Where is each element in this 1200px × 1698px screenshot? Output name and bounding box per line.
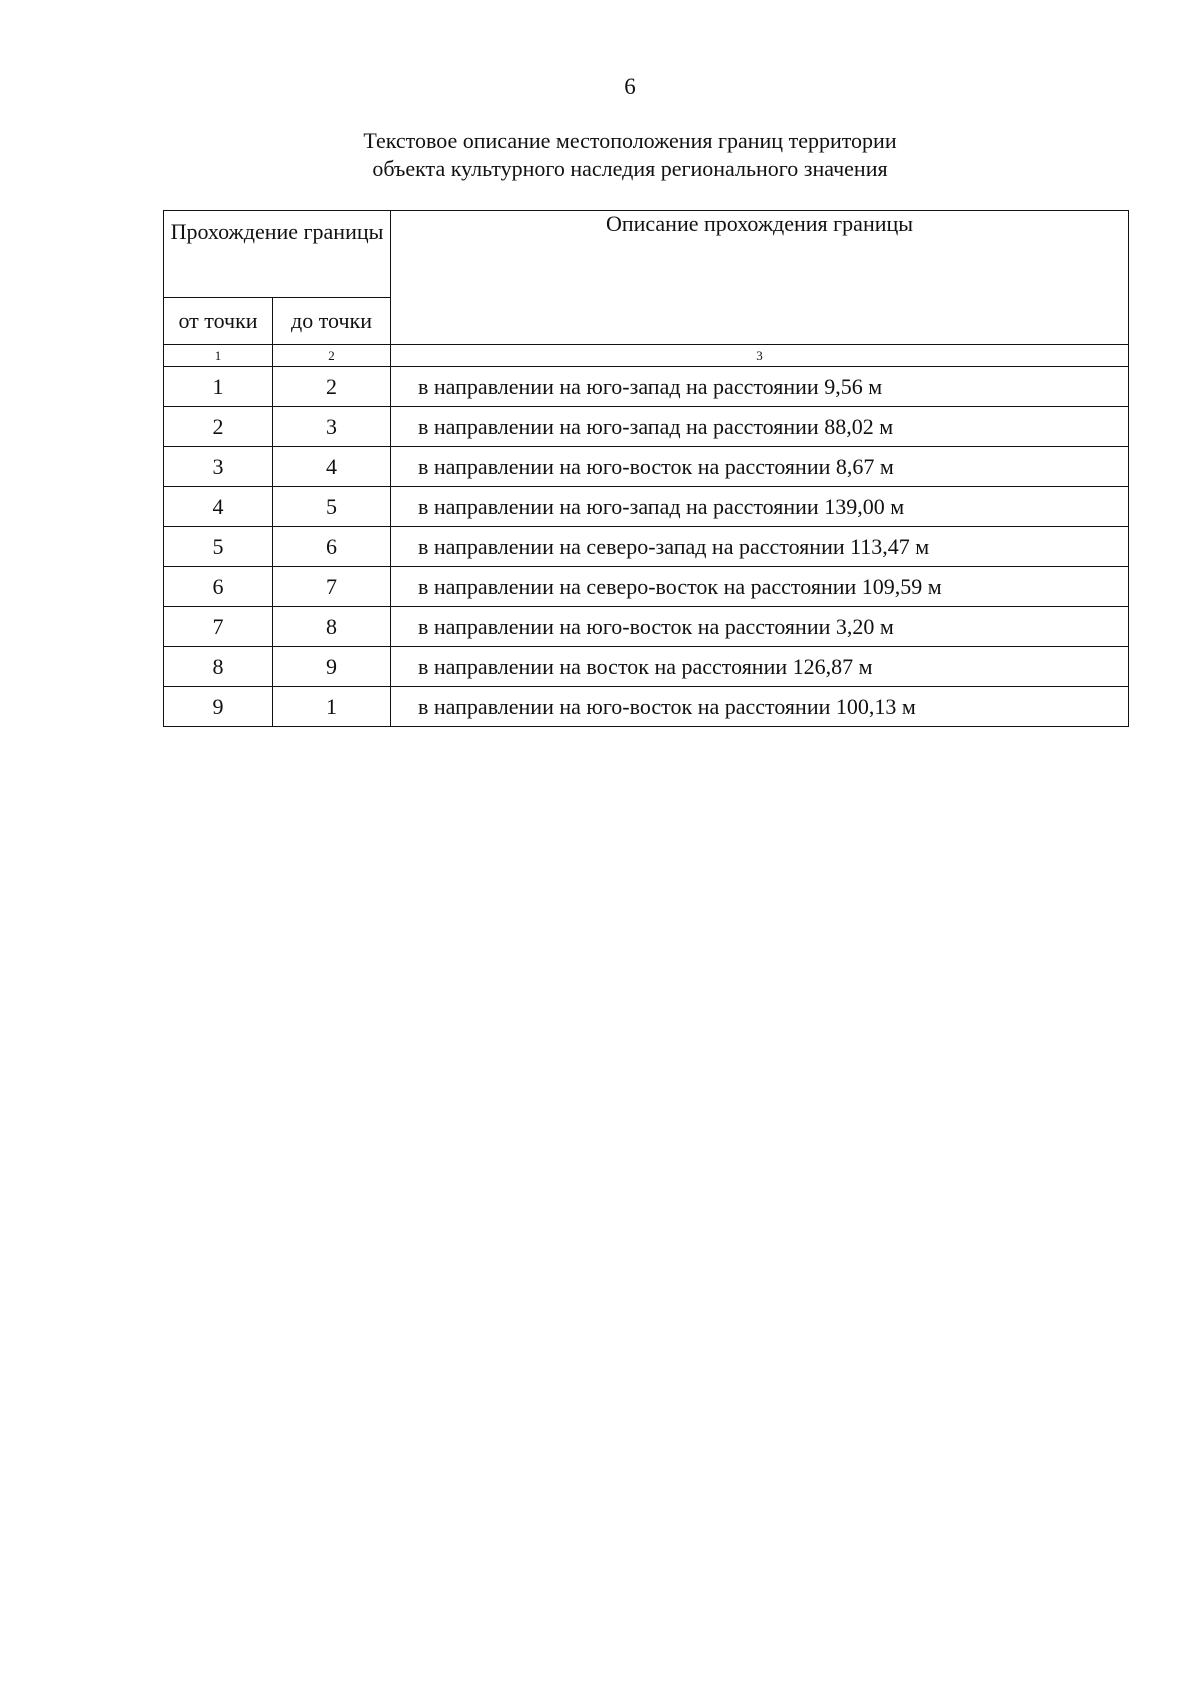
description-cell: в направлении на юго-запад на расстоянии 9,56 м <box>391 367 1129 407</box>
column-number-row <box>164 345 1129 367</box>
description-cell: в направлении на юго-восток на расстоянии 3,20 м <box>391 607 1129 647</box>
table-row <box>164 567 1129 607</box>
table-row <box>164 487 1129 527</box>
column-number: 3 <box>391 345 1129 367</box>
table-row <box>164 687 1129 727</box>
page-number: 6 <box>624 74 636 99</box>
description-cell: в направлении на юго-восток на расстоянии 8,67 м <box>391 447 1129 487</box>
to-point-cell: 2 <box>273 367 391 407</box>
table-row <box>164 407 1129 447</box>
description-cell: в направлении на юго-восток на расстоянии 100,13 м <box>391 687 1129 727</box>
header-to-point: до точки <box>273 298 391 345</box>
boundary-table <box>163 210 1129 727</box>
table-row <box>164 647 1129 687</box>
table-row <box>164 527 1129 567</box>
from-point-cell: 2 <box>164 407 273 447</box>
from-point-cell: 1 <box>164 367 273 407</box>
header-boundary-passage: Прохождение границы <box>164 211 391 298</box>
table-row <box>164 447 1129 487</box>
from-point-cell: 9 <box>164 687 273 727</box>
to-point-cell: 7 <box>273 567 391 607</box>
title-line-2: объекта культурного наследия регионального значения <box>372 156 888 181</box>
table-row <box>164 607 1129 647</box>
description-cell: в направлении на восток на расстоянии 126,87 м <box>391 647 1129 687</box>
to-point-cell: 3 <box>273 407 391 447</box>
title-line-1: Текстовое описание местоположения границ территории <box>363 128 897 153</box>
table-row <box>164 367 1129 407</box>
to-point-cell: 5 <box>273 487 391 527</box>
from-point-cell: 8 <box>164 647 273 687</box>
from-point-cell: 6 <box>164 567 273 607</box>
column-number: 2 <box>273 345 391 367</box>
header-description: Описание прохождения границы <box>391 211 1129 345</box>
column-number: 1 <box>164 345 273 367</box>
from-point-cell: 7 <box>164 607 273 647</box>
from-point-cell: 5 <box>164 527 273 567</box>
to-point-cell: 4 <box>273 447 391 487</box>
to-point-cell: 1 <box>273 687 391 727</box>
description-cell: в направлении на юго-запад на расстоянии 88,02 м <box>391 407 1129 447</box>
description-cell: в направлении на северо-запад на расстоянии 113,47 м <box>391 527 1129 567</box>
to-point-cell: 8 <box>273 607 391 647</box>
to-point-cell: 6 <box>273 527 391 567</box>
description-cell: в направлении на северо-восток на расстоянии 109,59 м <box>391 567 1129 607</box>
description-cell: в направлении на юго-запад на расстоянии 139,00 м <box>391 487 1129 527</box>
header-from-point: от точки <box>164 298 273 345</box>
document-title <box>0 127 1200 183</box>
from-point-cell: 4 <box>164 487 273 527</box>
header-row-1 <box>164 211 1129 298</box>
to-point-cell: 9 <box>273 647 391 687</box>
from-point-cell: 3 <box>164 447 273 487</box>
